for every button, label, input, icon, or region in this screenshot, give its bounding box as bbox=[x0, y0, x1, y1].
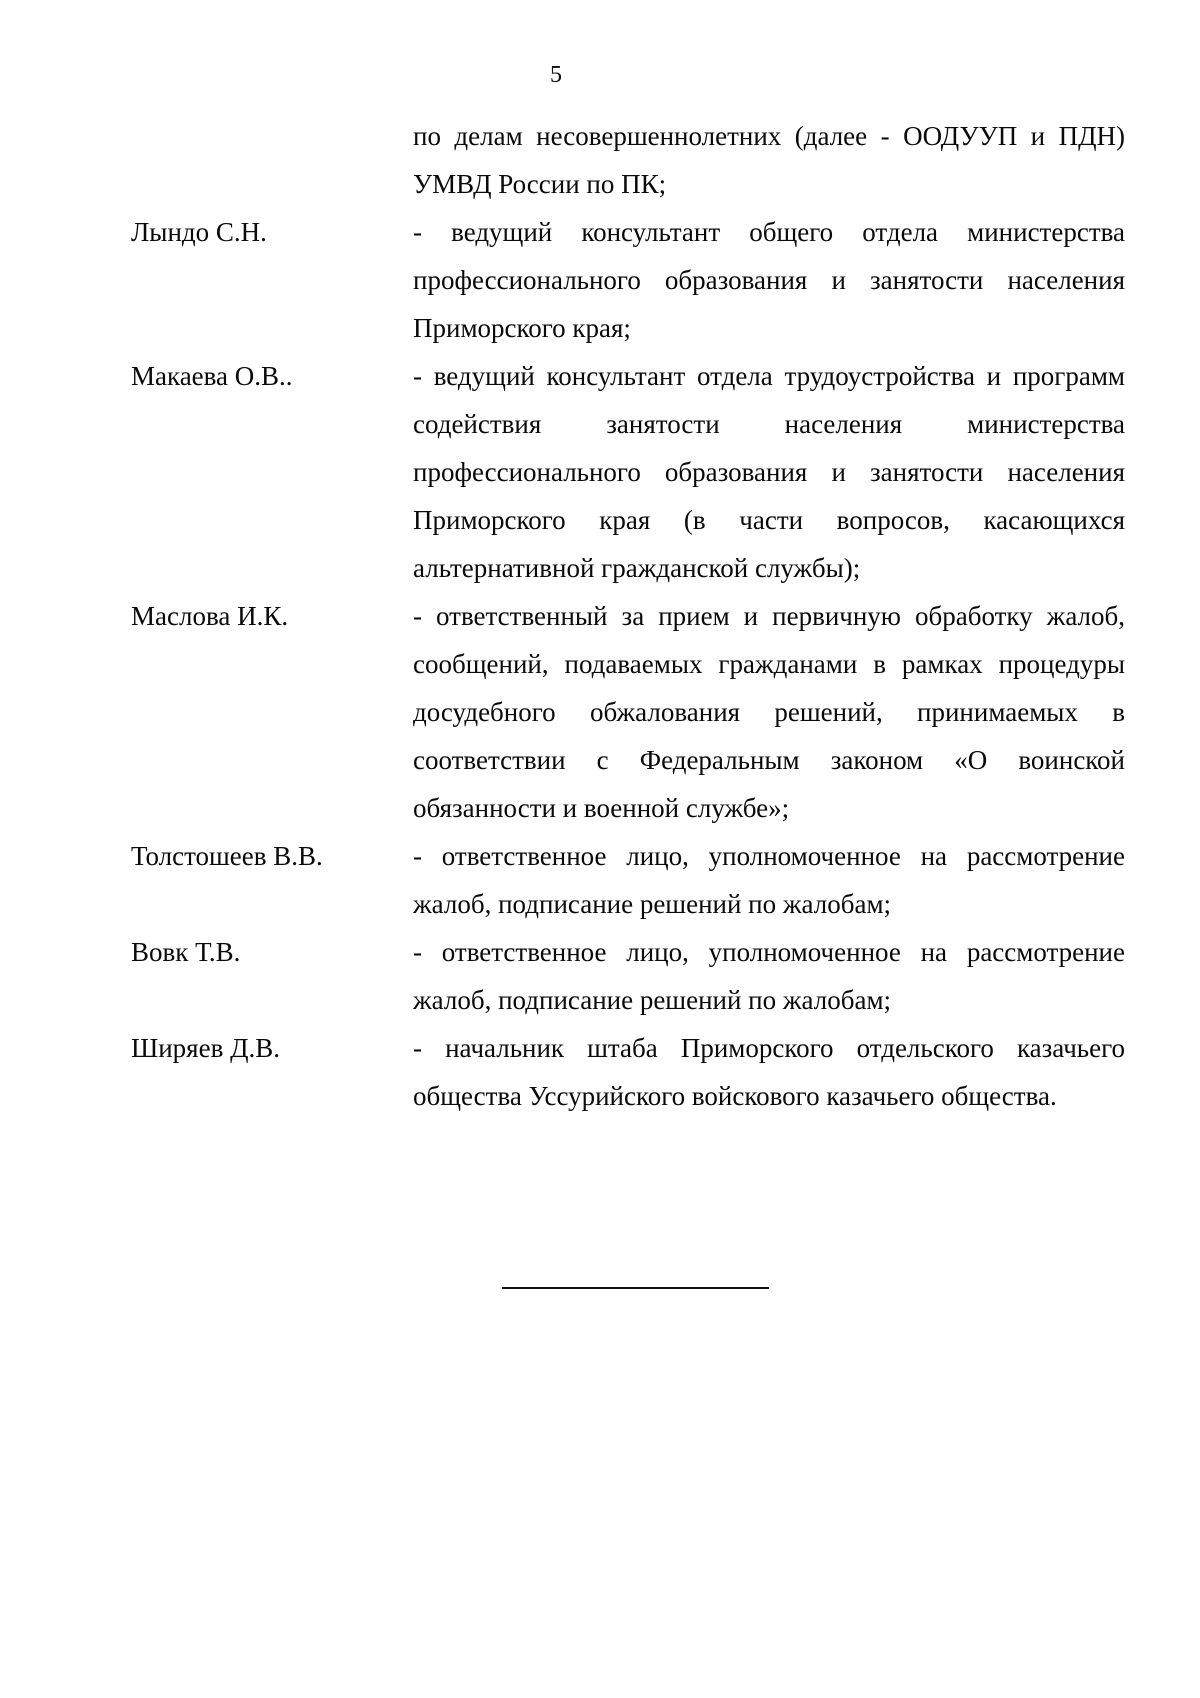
member-entry bbox=[131, 832, 1125, 928]
member-entry bbox=[131, 1024, 1125, 1120]
member-description: - начальник штаба Приморского отдельского казачьего общества Уссурийского войскового казачьего общества. bbox=[413, 1033, 1125, 1111]
member-description: - ведущий консультант отдела трудоустройства и программ содействия занятости населения министерства профессионального образования и занятости населения Приморского края (в части вопросов, касающихся альтернативной гражданской службы); bbox=[413, 361, 1125, 583]
member-name: Вовк Т.В. bbox=[131, 937, 241, 967]
member-name: Макаева О.В.. bbox=[131, 361, 293, 391]
end-of-document-rule bbox=[502, 1287, 769, 1289]
member-entry bbox=[131, 352, 1125, 592]
member-description: - ответственное лицо, уполномоченное на рассмотрение жалоб, подписание решений по жалобам; bbox=[413, 937, 1125, 1015]
member-name: Толстошеев В.В. bbox=[131, 841, 323, 871]
member-name: Лындо С.Н. bbox=[131, 217, 267, 247]
member-name: Маслова И.К. bbox=[131, 601, 289, 631]
page-number: 5 bbox=[550, 62, 562, 88]
member-description: - ответственный за прием и первичную обработку жалоб, сообщений, подаваемых гражданами в рамках процедуры досудебного обжалования решений, принимаемых в соответствии с Федеральным законом «О воинской обязанности и военной службе»; bbox=[413, 601, 1125, 823]
member-description: - ответственное лицо, уполномоченное на рассмотрение жалоб, подписание решений по жалобам; bbox=[413, 841, 1125, 919]
continuation-paragraph: по делам несовершеннолетних (далее - ООДУУП и ПДН) УМВД России по ПК; bbox=[413, 121, 1125, 199]
member-name: Ширяев Д.В. bbox=[131, 1033, 281, 1063]
member-description: - ведущий консультант общего отдела министерства профессионального образования и занятости населения Приморского края; bbox=[413, 217, 1125, 343]
member-list bbox=[131, 208, 1125, 1120]
member-entry bbox=[131, 928, 1125, 1024]
member-entry bbox=[131, 592, 1125, 832]
member-entry bbox=[131, 208, 1125, 352]
